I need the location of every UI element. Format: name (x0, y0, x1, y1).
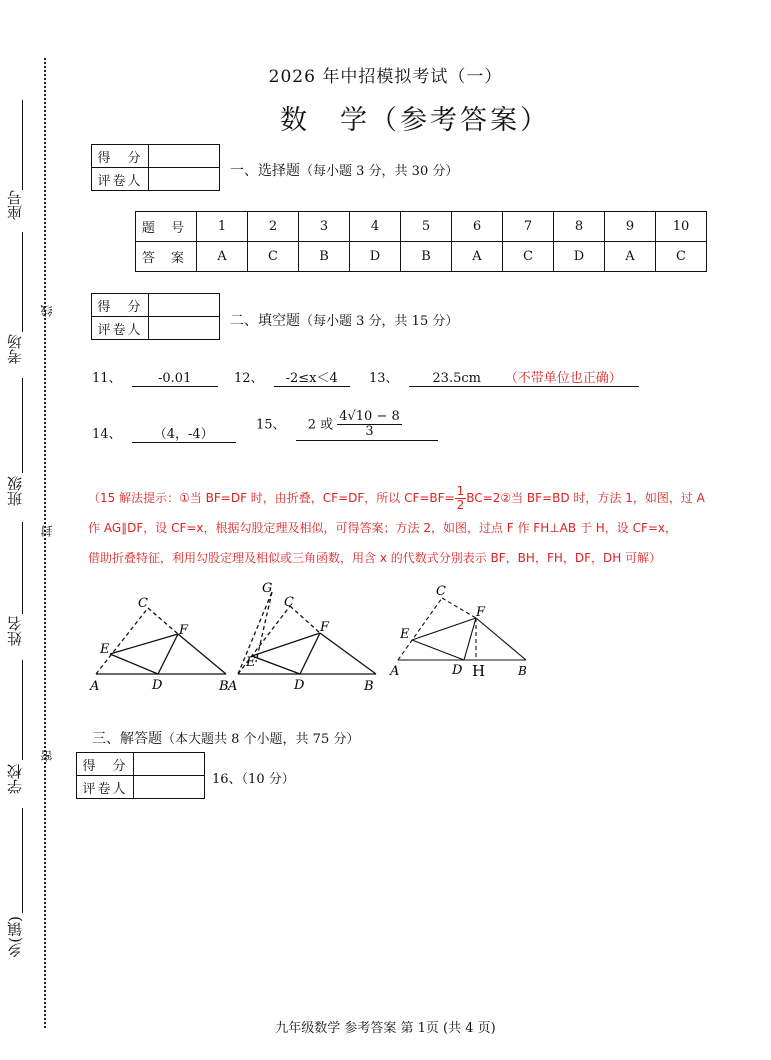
vertex-label: F (320, 620, 330, 635)
class-label: 班级 (6, 476, 24, 506)
hint-line-2: 作 AG∥DF，设 CF=x，根据勾股定理及相似，可得答案；方法 2，如图，过点 F 作 FH⊥AB 于 H，设 CF=x， (88, 521, 678, 535)
answer-blank: -0.01 (132, 371, 218, 387)
exam-title: 2026 年中招模拟考试（一） (268, 67, 503, 87)
fill-answer-15 (256, 410, 438, 441)
vertex-label: D (152, 678, 163, 693)
answer-table-header-row (136, 212, 707, 242)
school-label: 学校 (6, 764, 24, 794)
figure-2 (238, 592, 376, 674)
question-number: 5 (401, 212, 452, 242)
section3-note: （本大题共 8 个小题，共 75 分） (162, 732, 360, 747)
hint-line-3: 借助折叠特征，利用勾股定理及相似或三角函数，用含 x 的代数式分别表示 BF，BH，FH，DF，DH 可解） (88, 551, 662, 565)
vertex-label: E (246, 655, 256, 670)
fraction-denominator: 3 (365, 424, 374, 440)
item-number: 12、 (234, 371, 264, 386)
grader-label: 评卷人 (77, 776, 134, 799)
question-number: 2 (248, 212, 299, 242)
section2-title: 二、填空题 (230, 313, 300, 329)
question-16-label: 16、（10 分） (212, 772, 295, 787)
question-number: 1 (197, 212, 248, 242)
vertex-label: A (390, 664, 400, 679)
answer-prefix: 2 或 (307, 417, 334, 433)
choice-answer: C (656, 242, 707, 272)
choice-answer: D (554, 242, 605, 272)
town-label: 乡(镇) (6, 916, 24, 958)
vertex-label: B (518, 664, 527, 678)
vertex-label: A (228, 679, 238, 694)
grader-field (134, 776, 205, 799)
vertex-label: D (294, 678, 305, 693)
question-number: 8 (554, 212, 605, 242)
geometry-figures (86, 578, 546, 696)
choice-answer: A (452, 242, 503, 272)
question-number-label: 题 号 (136, 212, 197, 242)
vertex-label: C (284, 595, 294, 610)
seat-label: 座号 (6, 190, 24, 220)
score-field (134, 753, 205, 776)
class-line (22, 378, 23, 473)
seal-line-word: 线 (40, 305, 54, 317)
choice-answer: A (197, 242, 248, 272)
answer-value: 23.5cm (432, 371, 481, 386)
section1-note: （每小题 3 分，共 30 分） (300, 164, 459, 179)
score-label: 得 分 (92, 145, 149, 168)
section3-title: 三、解答题 (92, 731, 162, 747)
question-number: 10 (656, 212, 707, 242)
answer-fraction (337, 410, 402, 440)
hint-fraction (455, 485, 467, 512)
grader-label: 评卷人 (92, 317, 149, 340)
vertex-label: H (472, 662, 486, 680)
item-number: 15、 (256, 417, 286, 433)
choice-answer: B (401, 242, 452, 272)
figure-1 (96, 608, 226, 674)
dotted-cut-line (44, 58, 46, 1028)
figure-3 (398, 598, 526, 660)
fill-answer-11 (92, 367, 218, 387)
hint-text: BC=2②当 BF=BD 时，方法 1，如图，过 A (466, 491, 705, 505)
section2-heading (230, 310, 458, 330)
answer-table-answer-row (136, 242, 707, 272)
name-label: 姓名 (6, 616, 24, 646)
answer-blank (296, 410, 438, 441)
vertex-label: G (262, 581, 273, 596)
page-footer: 九年级数学 参考答案 第 1页 (共 4 页) (275, 1021, 496, 1036)
question-number: 6 (452, 212, 503, 242)
grader-field (149, 317, 220, 340)
choice-answer: C (248, 242, 299, 272)
section2-note: （每小题 3 分，共 15 分） (300, 314, 459, 329)
hint-text: （15 解法提示：①当 BF=DF 时，由折叠，CF=DF，所以 CF=BF= (88, 491, 455, 505)
score-field (149, 145, 220, 168)
fill-answer-12 (234, 367, 350, 387)
section3-heading (92, 728, 359, 748)
vertex-label: F (179, 623, 189, 638)
answer-label: 答 案 (136, 242, 197, 272)
exam-subtitle: 数 学（参考答案） (280, 105, 550, 136)
score-box-3 (76, 752, 205, 799)
fill-answer-13 (369, 367, 639, 387)
vertex-label: E (100, 642, 110, 657)
item-number: 11、 (92, 371, 122, 386)
hint-fraction-denominator: 2 (456, 498, 465, 512)
choice-answer: C (503, 242, 554, 272)
vertex-label: A (90, 679, 100, 694)
score-field (149, 294, 220, 317)
school-line (22, 660, 23, 760)
choice-answer: A (605, 242, 656, 272)
seal-secret-word: 密 (40, 750, 54, 762)
town-line (22, 808, 23, 913)
vertex-label: F (476, 605, 486, 620)
seal-seal-word: 封 (40, 525, 54, 537)
answer-blank: -2≤x＜4 (274, 367, 350, 387)
section1-heading (230, 160, 458, 180)
answer-blank: （4，-4） (132, 423, 236, 443)
answer-remark: （不带单位也正确） (504, 371, 622, 386)
question-number: 9 (605, 212, 656, 242)
vertex-label: E (400, 627, 410, 642)
score-label: 得 分 (77, 753, 134, 776)
name-line (22, 522, 23, 614)
vertex-label: B (364, 679, 374, 694)
choice-answer: D (350, 242, 401, 272)
score-box-2 (91, 293, 220, 340)
hint-fraction-numerator: 1 (456, 483, 465, 498)
solution-hint (88, 483, 758, 573)
score-box-1 (91, 144, 220, 191)
item-number: 14、 (92, 427, 122, 442)
answer-blank (409, 367, 639, 387)
score-label: 得 分 (92, 294, 149, 317)
vertex-label: C (436, 584, 446, 599)
vertex-label: B (219, 679, 229, 694)
grader-field (149, 168, 220, 191)
question-number: 4 (350, 212, 401, 242)
vertex-label: D (452, 663, 463, 678)
grader-label: 评卷人 (92, 168, 149, 191)
section1-title: 一、选择题 (230, 163, 300, 179)
vertex-label: C (138, 596, 148, 611)
answer-table (135, 211, 707, 272)
item-number: 13、 (369, 371, 399, 386)
fill-answer-14 (92, 423, 236, 443)
hint-line-1 (88, 483, 758, 513)
fraction-numerator: 4√10 − 8 (339, 409, 400, 424)
room-line (22, 232, 23, 332)
room-label: 考场 (6, 334, 24, 364)
choice-answer: B (299, 242, 350, 272)
question-number: 7 (503, 212, 554, 242)
question-number: 3 (299, 212, 350, 242)
